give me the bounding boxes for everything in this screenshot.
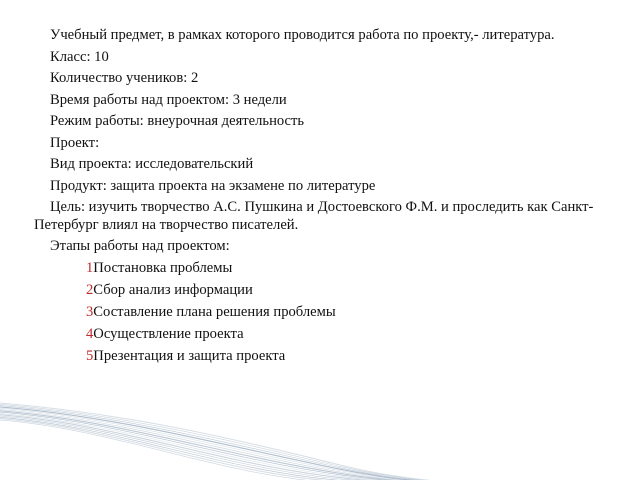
product-line: Продукт: защита проекта на экзамене по литературе [50,177,376,194]
decor-wave-line [0,410,640,480]
stage-number: 5 [86,347,94,364]
stage-text: Составление плана решения проблемы [93,303,336,320]
decorative-wave-lines [0,395,640,480]
stage-item [86,260,604,278]
stage-item [86,348,604,366]
students-line: Количество учеников: 2 [50,70,199,86]
stages-heading: Этапы работы над проектом: [50,238,230,254]
stage-number: 3 [86,303,94,320]
duration-line: Время работы над проектом: 3 недели [50,91,287,108]
grade-line: Класс: 10 [50,48,109,65]
stage-item [86,282,604,300]
project-type-line: Вид проекта: исследовательский [50,156,254,172]
stage-text: Сбор анализ информации [93,281,253,298]
stage-item [86,326,604,344]
stage-number: 4 [86,325,94,342]
mode-line: Режим работы: внеурочная деятельность [50,113,305,129]
stage-text: Постановка проблемы [93,259,233,276]
stages-list [34,260,604,366]
goal-line: Цель: изучить творчество А.С. Пушкина и Достоевского Ф.М. и проследить как Санкт-Петербург влиял на творчество писателей. [34,199,594,233]
stage-item [86,304,604,322]
decor-wave-line [0,407,640,480]
decor-wave-line [0,419,640,480]
slide-text-body [34,27,604,370]
decor-wave-line [0,406,640,480]
project-line: Проект: [50,134,100,151]
stage-text: Презентация и защита проекта [93,347,286,364]
stage-number: 1 [86,259,94,276]
decor-wave-line [0,404,640,480]
subject-line: Учебный предмет, в рамках которого проводится работа по проекту,- литература. [50,27,555,43]
stage-text: Осуществление проекта [93,325,244,342]
decor-wave-line [0,411,640,480]
stage-number: 2 [86,281,94,298]
